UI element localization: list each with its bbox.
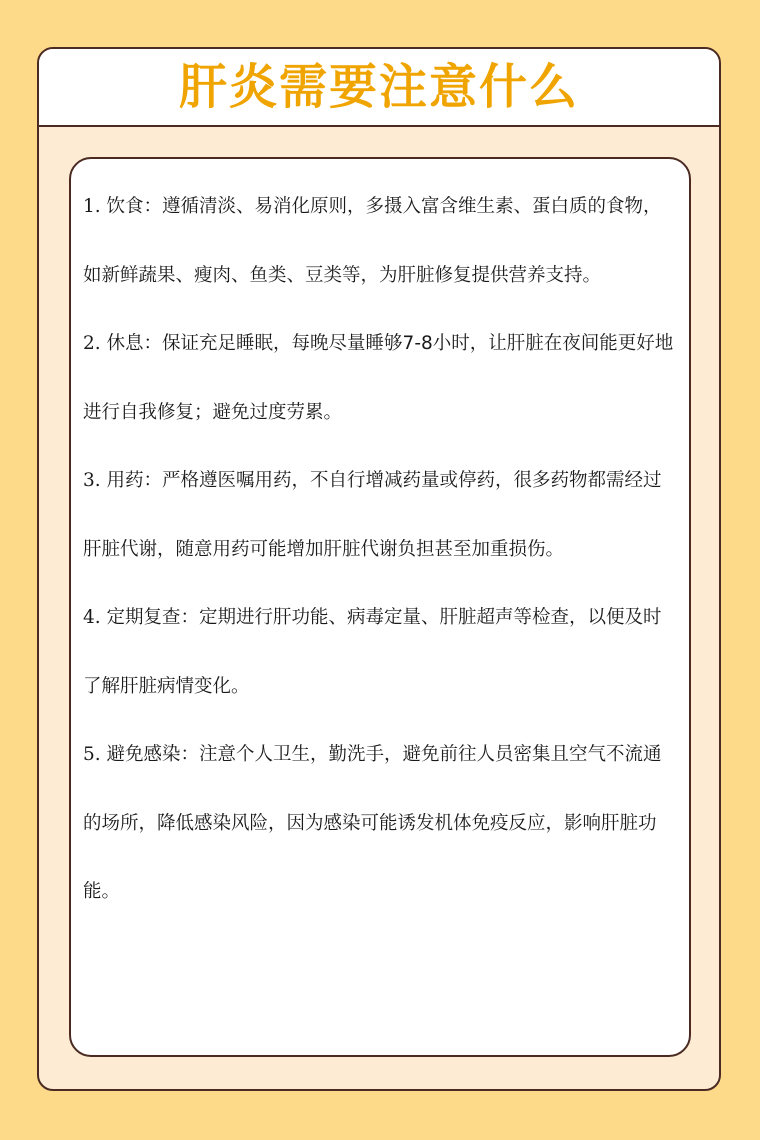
item-text: 用药：严格遵医嘱用药，不自行增减药量或停药，很多药物都需经过肝脏代谢，随意用药可能增加肝脏代谢负担甚至加重损伤。	[83, 470, 662, 560]
list-item-infection	[83, 721, 679, 927]
item-number: 1.	[83, 196, 101, 217]
list-item-checkup	[83, 584, 679, 721]
card-header	[39, 49, 719, 127]
item-text: 避免感染：注意个人卫生，勤洗手，避免前往人员密集且空气不流通的场所，降低感染风险，因为感染可能诱发机体免疫反应，影响肝脏功能。	[83, 744, 662, 902]
item-number: 4.	[83, 607, 101, 628]
item-text: 饮食：遵循清淡、易消化原则，多摄入富含维生素、蛋白质的食物，如新鲜蔬果、瘦肉、鱼类、豆类等，为肝脏修复提供营养支持。	[83, 196, 662, 286]
item-text: 休息：保证充足睡眠，每晚尽量睡够7-8小时，让肝脏在夜间能更好地进行自我修复；避免过度劳累。	[83, 333, 674, 423]
list-item-medication	[83, 447, 679, 584]
item-number: 3.	[83, 470, 101, 491]
page-title: 肝炎需要注意什么	[178, 59, 579, 115]
item-number: 5.	[83, 744, 101, 765]
content-box	[69, 157, 691, 1057]
item-number: 2.	[83, 333, 101, 354]
list-item-diet	[83, 173, 679, 310]
list-item-rest	[83, 310, 679, 447]
info-card	[37, 47, 721, 1091]
item-text: 定期复查：定期进行肝功能、病毒定量、肝脏超声等检查，以便及时了解肝脏病情变化。	[83, 607, 662, 697]
precautions-list	[83, 173, 679, 927]
